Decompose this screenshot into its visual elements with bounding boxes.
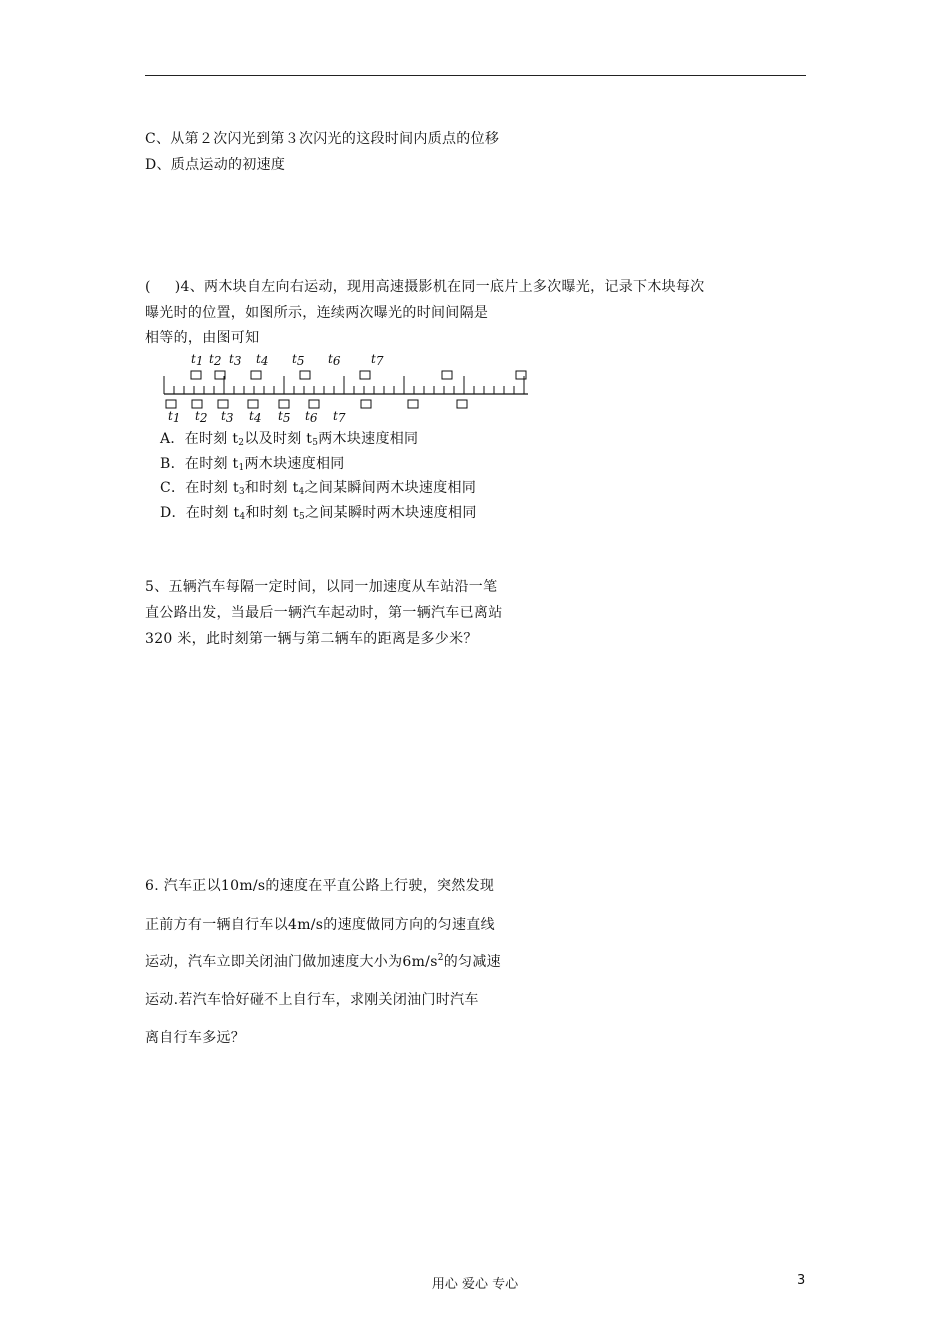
bottom-block bbox=[218, 400, 228, 408]
option-c-text: C．在时刻 t bbox=[160, 480, 239, 496]
q5-line1: 5、五辆汽车每隔一定时间，以同一加速度从车站沿一笔 bbox=[145, 579, 498, 595]
bottom-block bbox=[457, 400, 467, 408]
top-block bbox=[191, 371, 201, 379]
top-block bbox=[360, 371, 370, 379]
option-a-text: 两木块速度相同 bbox=[318, 431, 419, 447]
option-c-text: 和时刻 t bbox=[244, 480, 299, 496]
bottom-block bbox=[408, 400, 418, 408]
subscript: 4 bbox=[298, 487, 305, 497]
q4-stem-text: 4、两木块自左向右运动，现用高速摄影机在同一底片上多次曝光，记录下木块每次 bbox=[180, 279, 705, 295]
q3-option-c: C、从第２次闪光到第３次闪光的这段时间内质点的位移 bbox=[145, 131, 500, 147]
bottom-block bbox=[361, 400, 371, 408]
bottom-time-label: t1 bbox=[168, 409, 181, 425]
q4-stem-line3: 相等的，由图可知 bbox=[145, 330, 260, 346]
option-d-text: D．在时刻 t bbox=[160, 505, 240, 521]
q4-paren-close: ) bbox=[174, 279, 181, 295]
q6-line3-text: 运动，汽车立即关闭油门做加速度大小为6m/s bbox=[145, 954, 438, 970]
q4-paren-open: ( bbox=[145, 279, 151, 295]
option-b-text: B．在时刻 t bbox=[160, 456, 239, 472]
q6-line1: 6. 汽车正以10m/s的速度在平直公路上行驶，突然发现 bbox=[145, 878, 495, 894]
bottom-block bbox=[166, 400, 176, 408]
top-block bbox=[300, 371, 310, 379]
subscript: 2 bbox=[238, 438, 245, 448]
q5-line3: 320 米，此时刻第一辆与第二辆车的距离是多少米？ bbox=[145, 631, 478, 647]
subscript: 5 bbox=[312, 438, 319, 448]
q6-line5: 离自行车多远？ bbox=[145, 1030, 246, 1046]
subscript: 1 bbox=[238, 463, 245, 473]
q6-line4: 运动.若汽车恰好碰不上自行车，求刚关闭油门时汽车 bbox=[145, 992, 479, 1008]
subscript: 4 bbox=[239, 512, 246, 522]
bottom-time-label: t6 bbox=[305, 409, 318, 425]
option-a-text: 以及时刻 t bbox=[244, 431, 313, 447]
q3-option-d: D、质点运动的初速度 bbox=[145, 157, 286, 173]
q6-line2: 正前方有一辆自行车以4m/s的速度做同方向的匀速直线 bbox=[145, 917, 495, 933]
bottom-block bbox=[309, 400, 319, 408]
top-time-label: t6 bbox=[328, 352, 341, 368]
top-block bbox=[251, 371, 261, 379]
top-time-label: t1 bbox=[191, 352, 204, 368]
bottom-time-label: t7 bbox=[333, 409, 346, 425]
q4-option-b bbox=[160, 453, 345, 473]
bottom-time-label: t2 bbox=[195, 409, 208, 425]
q4-stem-line2: 曝光时的位置，如图所示，连续两次曝光的时间间隔是 bbox=[145, 305, 489, 321]
top-time-label: t2 bbox=[209, 352, 222, 368]
top-time-label: t5 bbox=[292, 352, 305, 368]
q4-option-a bbox=[160, 428, 418, 448]
q6-line3-text: 的匀减速 bbox=[443, 954, 501, 970]
bottom-block bbox=[192, 400, 202, 408]
bottom-time-label: t3 bbox=[221, 409, 234, 425]
footer-slogan: 用心 爱心 专心 bbox=[431, 1277, 519, 1292]
top-block bbox=[442, 371, 452, 379]
superscript: 2 bbox=[437, 953, 444, 963]
top-time-label: t4 bbox=[256, 352, 269, 368]
option-a-text: A．在时刻 t bbox=[160, 431, 239, 447]
bottom-block bbox=[279, 400, 289, 408]
q6-line3 bbox=[145, 951, 501, 971]
bottom-block bbox=[248, 400, 258, 408]
exposure-diagram bbox=[150, 346, 540, 426]
q5-line2: 直公路出发，当最后一辆汽车起动时，第一辆汽车已离站 bbox=[145, 605, 503, 621]
header-rule bbox=[145, 75, 806, 76]
option-d-text: 和时刻 t bbox=[245, 505, 300, 521]
q4-stem-line1 bbox=[145, 276, 705, 296]
q4-option-c bbox=[160, 477, 476, 497]
bottom-time-label: t4 bbox=[249, 409, 262, 425]
option-d-text: 之间某瞬时两木块速度相同 bbox=[305, 505, 477, 521]
q4-option-d bbox=[160, 502, 477, 522]
option-b-text: 两木块速度相同 bbox=[244, 456, 345, 472]
top-time-label: t7 bbox=[371, 352, 384, 368]
page-number: 3 bbox=[797, 1273, 806, 1288]
subscript: 3 bbox=[238, 487, 245, 497]
bottom-time-label: t5 bbox=[278, 409, 291, 425]
option-c-text: 之间某瞬间两木块速度相同 bbox=[304, 480, 477, 496]
subscript: 5 bbox=[299, 512, 306, 522]
top-time-label: t3 bbox=[229, 352, 242, 368]
